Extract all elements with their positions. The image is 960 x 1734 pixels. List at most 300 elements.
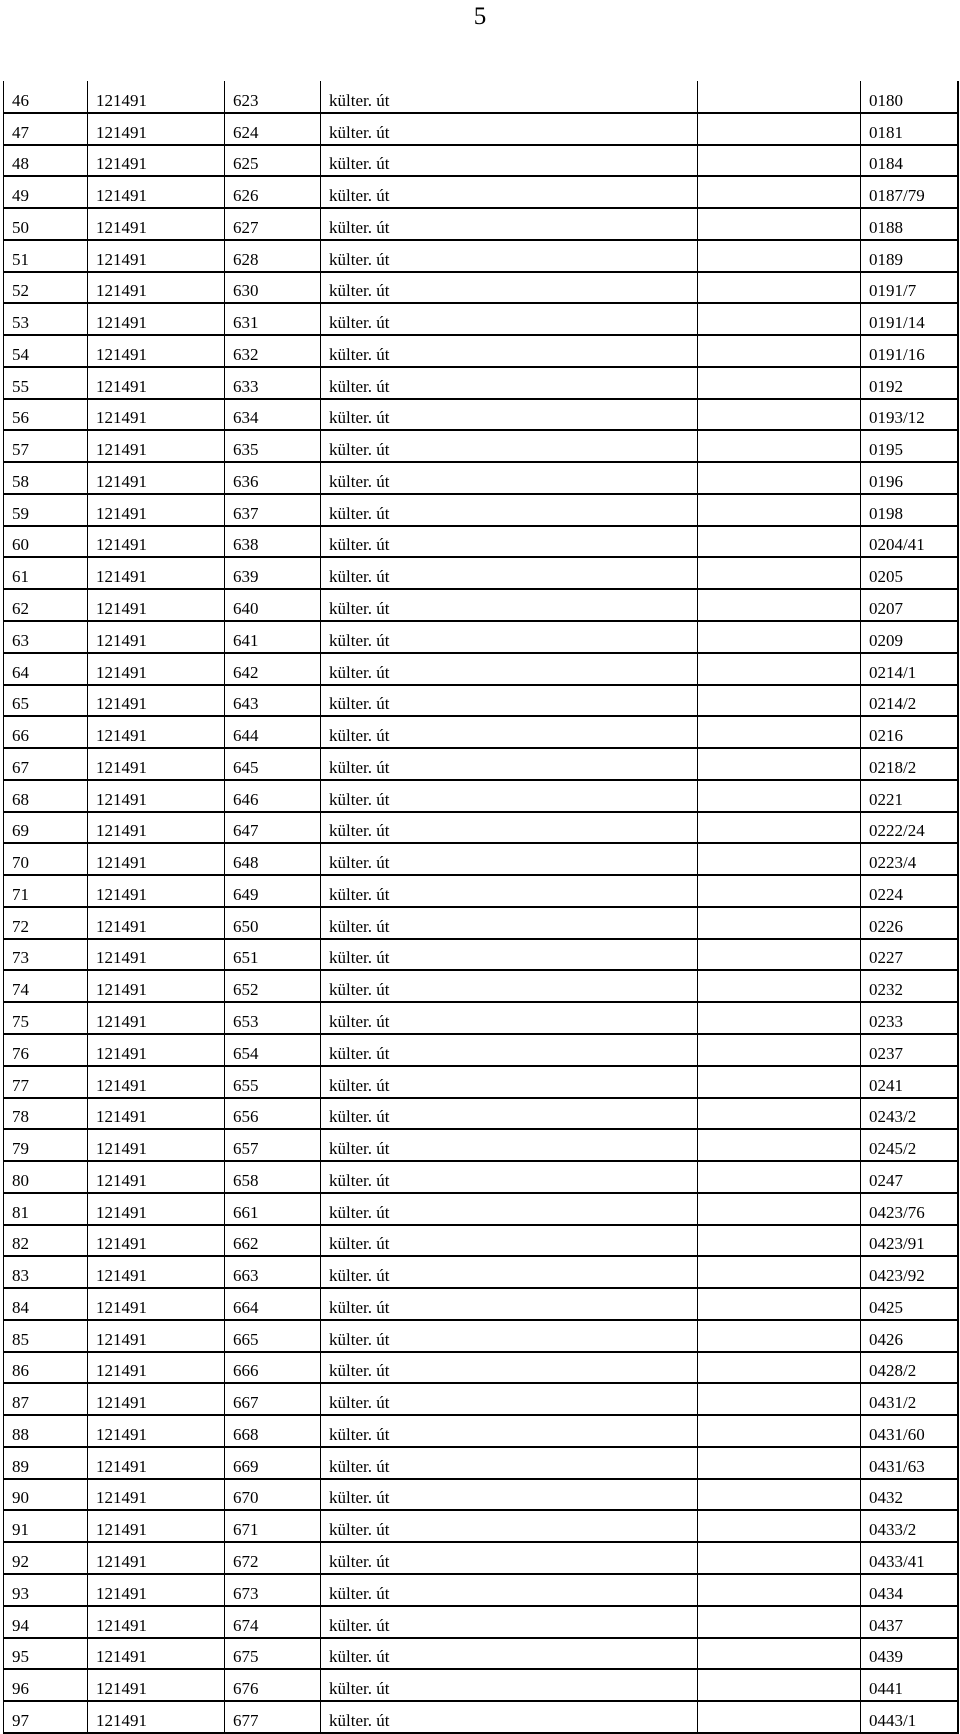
empty-cell xyxy=(698,685,861,717)
land-type-cell: külter. út xyxy=(321,1193,698,1225)
parcel-id-cell: 657 xyxy=(225,1129,321,1161)
row-index-cell: 82 xyxy=(4,1225,88,1257)
land-type-cell: külter. út xyxy=(321,1129,698,1161)
land-type-cell: külter. út xyxy=(321,843,698,875)
table-row xyxy=(4,1256,958,1288)
parcel-id-cell: 652 xyxy=(225,970,321,1002)
lot-number-cell: 0443/1 xyxy=(861,1701,958,1733)
parcel-id-cell: 668 xyxy=(225,1415,321,1447)
land-type-cell: külter. út xyxy=(321,653,698,685)
parcel-table-body xyxy=(4,81,958,1733)
code-cell: 121491 xyxy=(88,113,225,145)
table-row xyxy=(4,176,958,208)
row-index-cell: 81 xyxy=(4,1193,88,1225)
code-cell: 121491 xyxy=(88,430,225,462)
row-index-cell: 87 xyxy=(4,1383,88,1415)
code-cell: 121491 xyxy=(88,1701,225,1733)
empty-cell xyxy=(698,399,861,431)
row-index-cell: 70 xyxy=(4,843,88,875)
land-type-cell: külter. út xyxy=(321,1415,698,1447)
land-type-cell: külter. út xyxy=(321,1002,698,1034)
code-cell: 121491 xyxy=(88,653,225,685)
code-cell: 121491 xyxy=(88,1415,225,1447)
row-index-cell: 53 xyxy=(4,303,88,335)
parcel-id-cell: 643 xyxy=(225,685,321,717)
empty-cell xyxy=(698,1288,861,1320)
parcel-id-cell: 656 xyxy=(225,1098,321,1130)
parcel-id-cell: 669 xyxy=(225,1447,321,1479)
parcel-id-cell: 644 xyxy=(225,716,321,748)
lot-number-cell: 0181 xyxy=(861,113,958,145)
row-index-cell: 86 xyxy=(4,1352,88,1384)
empty-cell xyxy=(698,1002,861,1034)
lot-number-cell: 0423/76 xyxy=(861,1193,958,1225)
code-cell: 121491 xyxy=(88,621,225,653)
parcel-id-cell: 625 xyxy=(225,145,321,177)
table-row xyxy=(4,462,958,494)
lot-number-cell: 0226 xyxy=(861,907,958,939)
table-row xyxy=(4,335,958,367)
parcel-id-cell: 624 xyxy=(225,113,321,145)
parcel-id-cell: 641 xyxy=(225,621,321,653)
table-row xyxy=(4,1193,958,1225)
row-index-cell: 61 xyxy=(4,557,88,589)
table-row xyxy=(4,1669,958,1701)
code-cell: 121491 xyxy=(88,1129,225,1161)
empty-cell xyxy=(698,1638,861,1670)
table-row xyxy=(4,145,958,177)
parcel-id-cell: 666 xyxy=(225,1352,321,1384)
parcel-id-cell: 645 xyxy=(225,748,321,780)
code-cell: 121491 xyxy=(88,335,225,367)
table-row xyxy=(4,716,958,748)
lot-number-cell: 0191/7 xyxy=(861,272,958,304)
lot-number-cell: 0192 xyxy=(861,367,958,399)
land-type-cell: külter. út xyxy=(321,1256,698,1288)
row-index-cell: 48 xyxy=(4,145,88,177)
table-row xyxy=(4,685,958,717)
land-type-cell: külter. út xyxy=(321,335,698,367)
table-row xyxy=(4,653,958,685)
empty-cell xyxy=(698,1256,861,1288)
code-cell: 121491 xyxy=(88,399,225,431)
row-index-cell: 62 xyxy=(4,589,88,621)
land-type-cell: külter. út xyxy=(321,1161,698,1193)
land-type-cell: külter. út xyxy=(321,1447,698,1479)
table-row xyxy=(4,1606,958,1638)
lot-number-cell: 0218/2 xyxy=(861,748,958,780)
empty-cell xyxy=(698,81,861,113)
row-index-cell: 52 xyxy=(4,272,88,304)
row-index-cell: 65 xyxy=(4,685,88,717)
empty-cell xyxy=(698,462,861,494)
table-row xyxy=(4,1574,958,1606)
code-cell: 121491 xyxy=(88,939,225,971)
lot-number-cell: 0433/41 xyxy=(861,1542,958,1574)
empty-cell xyxy=(698,176,861,208)
code-cell: 121491 xyxy=(88,875,225,907)
parcel-table xyxy=(3,81,959,1734)
land-type-cell: külter. út xyxy=(321,780,698,812)
empty-cell xyxy=(698,653,861,685)
row-index-cell: 92 xyxy=(4,1542,88,1574)
parcel-id-cell: 648 xyxy=(225,843,321,875)
land-type-cell: külter. út xyxy=(321,939,698,971)
table-row xyxy=(4,1002,958,1034)
table-row xyxy=(4,939,958,971)
table-row xyxy=(4,526,958,558)
code-cell: 121491 xyxy=(88,272,225,304)
land-type-cell: külter. út xyxy=(321,748,698,780)
land-type-cell: külter. út xyxy=(321,970,698,1002)
code-cell: 121491 xyxy=(88,748,225,780)
row-index-cell: 95 xyxy=(4,1638,88,1670)
lot-number-cell: 0207 xyxy=(861,589,958,621)
row-index-cell: 57 xyxy=(4,430,88,462)
parcel-id-cell: 632 xyxy=(225,335,321,367)
lot-number-cell: 0191/16 xyxy=(861,335,958,367)
row-index-cell: 51 xyxy=(4,240,88,272)
row-index-cell: 96 xyxy=(4,1669,88,1701)
parcel-id-cell: 628 xyxy=(225,240,321,272)
page-number: 5 xyxy=(473,3,487,30)
land-type-cell: külter. út xyxy=(321,1510,698,1542)
empty-cell xyxy=(698,1606,861,1638)
lot-number-cell: 0216 xyxy=(861,716,958,748)
land-type-cell: külter. út xyxy=(321,1669,698,1701)
table-row xyxy=(4,1320,958,1352)
table-row xyxy=(4,1701,958,1733)
lot-number-cell: 0221 xyxy=(861,780,958,812)
table-row xyxy=(4,1034,958,1066)
land-type-cell: külter. út xyxy=(321,240,698,272)
code-cell: 121491 xyxy=(88,716,225,748)
code-cell: 121491 xyxy=(88,1669,225,1701)
code-cell: 121491 xyxy=(88,1193,225,1225)
lot-number-cell: 0209 xyxy=(861,621,958,653)
lot-number-cell: 0241 xyxy=(861,1066,958,1098)
code-cell: 121491 xyxy=(88,812,225,844)
parcel-id-cell: 663 xyxy=(225,1256,321,1288)
lot-number-cell: 0214/2 xyxy=(861,685,958,717)
parcel-id-cell: 651 xyxy=(225,939,321,971)
code-cell: 121491 xyxy=(88,1288,225,1320)
land-type-cell: külter. út xyxy=(321,1383,698,1415)
table-row xyxy=(4,1638,958,1670)
table-row xyxy=(4,589,958,621)
lot-number-cell: 0214/1 xyxy=(861,653,958,685)
lot-number-cell: 0423/91 xyxy=(861,1225,958,1257)
empty-cell xyxy=(698,1320,861,1352)
table-row xyxy=(4,907,958,939)
parcel-id-cell: 665 xyxy=(225,1320,321,1352)
lot-number-cell: 0428/2 xyxy=(861,1352,958,1384)
code-cell: 121491 xyxy=(88,1320,225,1352)
lot-number-cell: 0223/4 xyxy=(861,843,958,875)
lot-number-cell: 0432 xyxy=(861,1479,958,1511)
code-cell: 121491 xyxy=(88,1574,225,1606)
code-cell: 121491 xyxy=(88,176,225,208)
lot-number-cell: 0426 xyxy=(861,1320,958,1352)
land-type-cell: külter. út xyxy=(321,367,698,399)
empty-cell xyxy=(698,1034,861,1066)
code-cell: 121491 xyxy=(88,589,225,621)
land-type-cell: külter. út xyxy=(321,1574,698,1606)
land-type-cell: külter. út xyxy=(321,430,698,462)
land-type-cell: külter. út xyxy=(321,272,698,304)
land-type-cell: külter. út xyxy=(321,716,698,748)
empty-cell xyxy=(698,1669,861,1701)
parcel-id-cell: 677 xyxy=(225,1701,321,1733)
empty-cell xyxy=(698,970,861,1002)
parcel-id-cell: 667 xyxy=(225,1383,321,1415)
table-row xyxy=(4,399,958,431)
row-index-cell: 93 xyxy=(4,1574,88,1606)
row-index-cell: 97 xyxy=(4,1701,88,1733)
row-index-cell: 73 xyxy=(4,939,88,971)
row-index-cell: 84 xyxy=(4,1288,88,1320)
row-index-cell: 68 xyxy=(4,780,88,812)
lot-number-cell: 0191/14 xyxy=(861,303,958,335)
table-row xyxy=(4,272,958,304)
code-cell: 121491 xyxy=(88,1256,225,1288)
code-cell: 121491 xyxy=(88,907,225,939)
empty-cell xyxy=(698,1479,861,1511)
row-index-cell: 72 xyxy=(4,907,88,939)
table-row xyxy=(4,875,958,907)
lot-number-cell: 0431/60 xyxy=(861,1415,958,1447)
row-index-cell: 75 xyxy=(4,1002,88,1034)
land-type-cell: külter. út xyxy=(321,812,698,844)
land-type-cell: külter. út xyxy=(321,1225,698,1257)
land-type-cell: külter. út xyxy=(321,557,698,589)
row-index-cell: 66 xyxy=(4,716,88,748)
land-type-cell: külter. út xyxy=(321,1352,698,1384)
row-index-cell: 54 xyxy=(4,335,88,367)
row-index-cell: 50 xyxy=(4,208,88,240)
empty-cell xyxy=(698,1447,861,1479)
empty-cell xyxy=(698,843,861,875)
land-type-cell: külter. út xyxy=(321,1638,698,1670)
empty-cell xyxy=(698,1161,861,1193)
table-row xyxy=(4,1288,958,1320)
parcel-id-cell: 672 xyxy=(225,1542,321,1574)
land-type-cell: külter. út xyxy=(321,685,698,717)
code-cell: 121491 xyxy=(88,1002,225,1034)
parcel-id-cell: 649 xyxy=(225,875,321,907)
table-row xyxy=(4,1161,958,1193)
empty-cell xyxy=(698,557,861,589)
lot-number-cell: 0222/24 xyxy=(861,812,958,844)
parcel-id-cell: 676 xyxy=(225,1669,321,1701)
table-row xyxy=(4,621,958,653)
code-cell: 121491 xyxy=(88,843,225,875)
parcel-id-cell: 655 xyxy=(225,1066,321,1098)
parcel-id-cell: 650 xyxy=(225,907,321,939)
row-index-cell: 89 xyxy=(4,1447,88,1479)
code-cell: 121491 xyxy=(88,970,225,1002)
row-index-cell: 67 xyxy=(4,748,88,780)
empty-cell xyxy=(698,621,861,653)
lot-number-cell: 0437 xyxy=(861,1606,958,1638)
code-cell: 121491 xyxy=(88,685,225,717)
lot-number-cell: 0198 xyxy=(861,494,958,526)
empty-cell xyxy=(698,1574,861,1606)
parcel-id-cell: 636 xyxy=(225,462,321,494)
empty-cell xyxy=(698,240,861,272)
lot-number-cell: 0425 xyxy=(861,1288,958,1320)
code-cell: 121491 xyxy=(88,1542,225,1574)
code-cell: 121491 xyxy=(88,557,225,589)
land-type-cell: külter. út xyxy=(321,1479,698,1511)
row-index-cell: 63 xyxy=(4,621,88,653)
lot-number-cell: 0193/12 xyxy=(861,399,958,431)
empty-cell xyxy=(698,1066,861,1098)
code-cell: 121491 xyxy=(88,240,225,272)
lot-number-cell: 0204/41 xyxy=(861,526,958,558)
empty-cell xyxy=(698,113,861,145)
parcel-id-cell: 627 xyxy=(225,208,321,240)
parcel-id-cell: 637 xyxy=(225,494,321,526)
empty-cell xyxy=(698,494,861,526)
table-row xyxy=(4,1415,958,1447)
empty-cell xyxy=(698,1129,861,1161)
table-row xyxy=(4,430,958,462)
row-index-cell: 59 xyxy=(4,494,88,526)
parcel-id-cell: 653 xyxy=(225,1002,321,1034)
lot-number-cell: 0441 xyxy=(861,1669,958,1701)
empty-cell xyxy=(698,1098,861,1130)
code-cell: 121491 xyxy=(88,1510,225,1542)
empty-cell xyxy=(698,939,861,971)
land-type-cell: külter. út xyxy=(321,526,698,558)
land-type-cell: külter. út xyxy=(321,494,698,526)
parcel-id-cell: 664 xyxy=(225,1288,321,1320)
table-row xyxy=(4,303,958,335)
table-row xyxy=(4,1510,958,1542)
empty-cell xyxy=(698,1542,861,1574)
code-cell: 121491 xyxy=(88,81,225,113)
land-type-cell: külter. út xyxy=(321,621,698,653)
code-cell: 121491 xyxy=(88,1034,225,1066)
code-cell: 121491 xyxy=(88,208,225,240)
parcel-id-cell: 633 xyxy=(225,367,321,399)
parcel-id-cell: 674 xyxy=(225,1606,321,1638)
lot-number-cell: 0232 xyxy=(861,970,958,1002)
table-row xyxy=(4,1383,958,1415)
table-row xyxy=(4,780,958,812)
land-type-cell: külter. út xyxy=(321,145,698,177)
empty-cell xyxy=(698,780,861,812)
empty-cell xyxy=(698,1352,861,1384)
parcel-id-cell: 647 xyxy=(225,812,321,844)
parcel-id-cell: 675 xyxy=(225,1638,321,1670)
parcel-id-cell: 631 xyxy=(225,303,321,335)
empty-cell xyxy=(698,208,861,240)
land-type-cell: külter. út xyxy=(321,589,698,621)
empty-cell xyxy=(698,1383,861,1415)
lot-number-cell: 0188 xyxy=(861,208,958,240)
lot-number-cell: 0205 xyxy=(861,557,958,589)
parcel-id-cell: 673 xyxy=(225,1574,321,1606)
empty-cell xyxy=(698,716,861,748)
table-row xyxy=(4,843,958,875)
code-cell: 121491 xyxy=(88,1066,225,1098)
lot-number-cell: 0423/92 xyxy=(861,1256,958,1288)
land-type-cell: külter. út xyxy=(321,1288,698,1320)
land-type-cell: külter. út xyxy=(321,303,698,335)
code-cell: 121491 xyxy=(88,526,225,558)
code-cell: 121491 xyxy=(88,1352,225,1384)
empty-cell xyxy=(698,367,861,399)
code-cell: 121491 xyxy=(88,1098,225,1130)
parcel-id-cell: 623 xyxy=(225,81,321,113)
lot-number-cell: 0439 xyxy=(861,1638,958,1670)
code-cell: 121491 xyxy=(88,1479,225,1511)
empty-cell xyxy=(698,335,861,367)
table-row xyxy=(4,367,958,399)
row-index-cell: 94 xyxy=(4,1606,88,1638)
lot-number-cell: 0237 xyxy=(861,1034,958,1066)
empty-cell xyxy=(698,1193,861,1225)
lot-number-cell: 0434 xyxy=(861,1574,958,1606)
row-index-cell: 58 xyxy=(4,462,88,494)
lot-number-cell: 0431/63 xyxy=(861,1447,958,1479)
parcel-id-cell: 635 xyxy=(225,430,321,462)
land-type-cell: külter. út xyxy=(321,1701,698,1733)
parcel-id-cell: 670 xyxy=(225,1479,321,1511)
table-row xyxy=(4,1447,958,1479)
parcel-id-cell: 661 xyxy=(225,1193,321,1225)
code-cell: 121491 xyxy=(88,1447,225,1479)
lot-number-cell: 0184 xyxy=(861,145,958,177)
row-index-cell: 90 xyxy=(4,1479,88,1511)
parcel-id-cell: 662 xyxy=(225,1225,321,1257)
empty-cell xyxy=(698,272,861,304)
row-index-cell: 46 xyxy=(4,81,88,113)
empty-cell xyxy=(698,907,861,939)
parcel-id-cell: 630 xyxy=(225,272,321,304)
empty-cell xyxy=(698,812,861,844)
parcel-id-cell: 646 xyxy=(225,780,321,812)
row-index-cell: 80 xyxy=(4,1161,88,1193)
lot-number-cell: 0245/2 xyxy=(861,1129,958,1161)
land-type-cell: külter. út xyxy=(321,399,698,431)
code-cell: 121491 xyxy=(88,494,225,526)
parcel-id-cell: 634 xyxy=(225,399,321,431)
lot-number-cell: 0224 xyxy=(861,875,958,907)
code-cell: 121491 xyxy=(88,145,225,177)
code-cell: 121491 xyxy=(88,1638,225,1670)
empty-cell xyxy=(698,145,861,177)
row-index-cell: 78 xyxy=(4,1098,88,1130)
table-row xyxy=(4,1542,958,1574)
empty-cell xyxy=(698,303,861,335)
code-cell: 121491 xyxy=(88,367,225,399)
land-type-cell: külter. út xyxy=(321,875,698,907)
code-cell: 121491 xyxy=(88,462,225,494)
table-row xyxy=(4,1098,958,1130)
parcel-id-cell: 626 xyxy=(225,176,321,208)
code-cell: 121491 xyxy=(88,1383,225,1415)
table-row xyxy=(4,812,958,844)
lot-number-cell: 0431/2 xyxy=(861,1383,958,1415)
lot-number-cell: 0196 xyxy=(861,462,958,494)
lot-number-cell: 0247 xyxy=(861,1161,958,1193)
empty-cell xyxy=(698,1415,861,1447)
table-row xyxy=(4,970,958,1002)
land-type-cell: külter. út xyxy=(321,1098,698,1130)
